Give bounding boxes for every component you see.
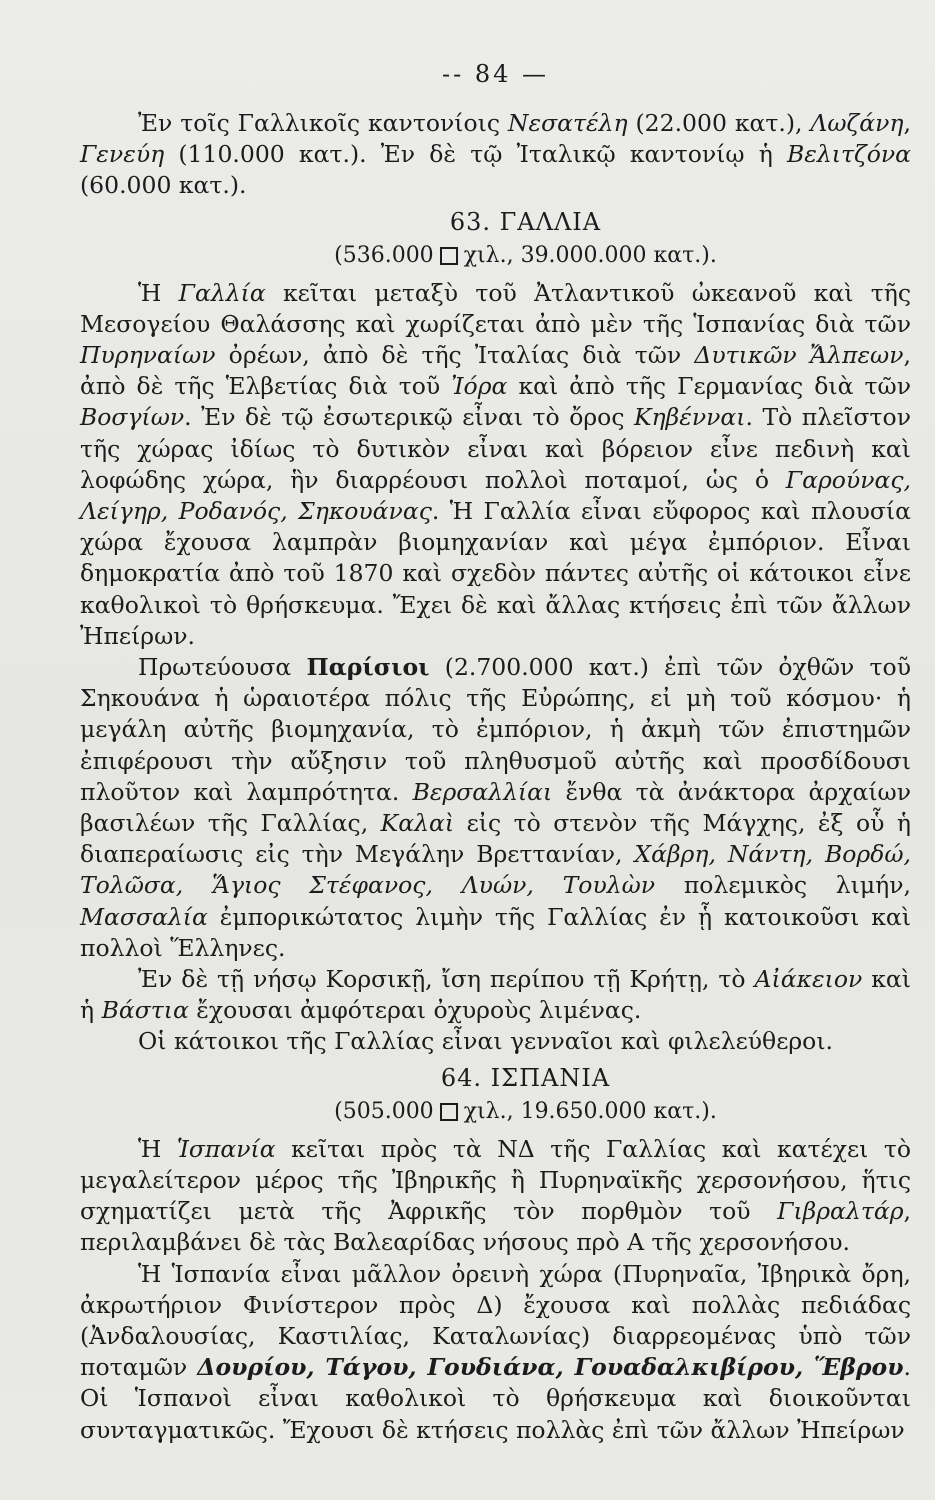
text: ἔνθα τὰ ἀνάκτορα ἀρχαίων βασιλέων τῆς Γαλλίας, [80,777,911,838]
place-name: Βελιτζόνα [786,140,911,169]
text: . Τὸ πλεῖστον τῆς χώρας ἰδίως τὸ δυτικὸν εἶναι καὶ βόρειον εἶνε πεδινὴ καὶ λοφώδης χώρα, ἣν διαρρέουσι πολλοὶ ποταμοί, ὡς ὁ [80,403,911,494]
section-stats-france [80,240,911,272]
place-name: Νεσατέλη [507,109,628,137]
spain-paragraph-1 [80,1134,911,1259]
river-names: Δουρίου, Τάγου, Γουδιάνα, Γουαδαλκιβίρου, Ἕβρου [197,1353,904,1382]
section-title-spain: 64. ΙΣΠΑΝΙΑ [440,1063,611,1092]
text: κεῖται μεταξὺ τοῦ Ἀτλαντικοῦ ὠκεανοῦ καὶ τῆς Μεσογείου Θαλάσσης καὶ χωρίζεται ἀπὸ μὲν τῆς Ἱσπανίας διὰ τῶν [80,278,911,338]
text: ἐμπορικώτατος λιμὴν τῆς Γαλλίας ἐν ᾗ κατοικοῦσι καὶ πολλοὶ Ἕλληνες. [80,902,911,962]
place-name: Αἰάκειον [754,965,863,994]
place-name: Βάστια [101,996,189,1025]
place-name: Γενεύη [80,140,165,169]
text: καὶ ἀπὸ τῆς Γερμανίας διὰ τῶν [507,372,911,401]
place-name: Ἰόρα [451,372,508,401]
area-value: (536.000 [334,242,434,268]
capital-name: Παρίσιοι [306,653,430,682]
place-name: Γαρούνας, Λείγηρ, Ροδανός, Σηκουάνας [80,465,911,526]
text: (2.700.000 κατ.) ἐπὶ τῶν ὀχθῶν τοῦ Σηκουάνα ἡ ὡραιοτέρα πόλις τῆς Εὐρώπης, εἰ μὴ τοῦ κόσμου· ἡ μεγάλη αὐτῆς βιομηχανία, τὸ ἐμπόριον, ἡ ἀκμὴ τῶν ἐπιστημῶν ἐπιφέρουσι τὴν αὔξησιν τοῦ πληθυσμοῦ αὐτῆς καὶ προσδίδουσι πλοῦτον καὶ λαμπρότητα. [80,653,911,806]
place-name: Δυτικῶν Ἄλπεων [694,341,904,370]
text: Ἡ [138,278,179,307]
france-paragraph-3 [80,964,911,1026]
area-value: (505.000 [334,1098,434,1124]
place-name: Κηβένναι [633,403,746,432]
population-value: χιλ., 19.650.000 κατ.). [463,1098,717,1124]
population-value: χιλ., 39.000.000 κατ.). [463,242,717,268]
place-name: Βερσαλλίαι [412,777,553,806]
text: ὀρέων, ἀπὸ δὲ τῆς Ἰταλίας διὰ τῶν [215,341,695,370]
text: εἰς τὸ στενὸν τῆς Μάγχης, ἐξ οὗ ἡ διαπεραίωσις εἰς τὴν Μεγάλην Βρεττανίαν, [80,809,911,869]
france-paragraph-4: Οἱ κάτοικοι τῆς Γαλλίας εἶναι γενναῖοι καὶ φιλελεύθεροι. [138,1027,834,1056]
text: Ἡ [138,1134,177,1163]
text: Ἐν τοῖς Γαλλικοῖς καντονίοις [138,109,508,137]
text: , ἀπὸ δὲ τῆς Ἑλβετίας διὰ τοῦ [80,341,911,401]
text: . Ἡ Γαλλία εἶναι εὔφορος καὶ πλουσία χώρα ἔχουσα λαμπρὰν βιομηχανίαν καὶ μέγα ἐμπόριον. Εἶναι δημοκρατία ἀπὸ τοῦ 1870 καὶ σχεδὸν πάντες αὐτῆς οἱ κάτοικοι εἶνε καθολικοὶ τὸ θρήσκευμα. Ἔχει δὲ καὶ ἄλλας κτήσεις ἐπὶ τῶν ἄλλων Ἠπείρων. [80,497,911,650]
section-stats-spain [80,1096,911,1128]
place-name: Καλαὶ [380,809,455,838]
page-number: -- 84 — [441,60,549,88]
text: πολεμικὸς λιμήν, [655,871,911,900]
text: Πρωτεύουσα [138,653,307,682]
place-name: Ἱσπανία [176,1134,276,1163]
text: , [903,109,911,137]
france-paragraph-2 [80,652,911,964]
text: (110.000 κατ.). Ἐν δὲ τῷ Ἰταλικῷ καντονίῳ ἡ [164,140,787,169]
france-paragraph-1 [80,278,911,652]
spain-paragraph-2 [80,1259,911,1446]
text: . Οἱ Ἱσπανοὶ εἶναι καθολικοὶ τὸ θρήσκευμα καὶ διοικοῦνται συνταγματικῶς. Ἔχουσι δὲ κτήσεις πολλὰς ἐπὶ τῶν ἄλλων Ἠπείρων [80,1353,911,1444]
place-name: Γιβραλτάρ [777,1197,904,1226]
text: , περιλαμβάνει δὲ τὰς Βαλεαρίδας νήσους πρὸ Α τῆς χερσονήσου. [80,1197,911,1257]
place-name: Πυρηναίων [80,341,216,370]
section-title-france: 63. ΓΑΛΛΙΑ [449,207,602,236]
text: (22.000 κατ.), [627,109,811,137]
place-name: Χάβρη, Νάντη, Βορδώ, Τολῶσα, Ἅγιος Στέφανος, Λυών, Τουλὼν [80,840,911,900]
text: κεῖται πρὸς τὰ ΝΔ τῆς Γαλλίας καὶ κατέχει τὸ μεγαλείτερον μέρος τῆς Ἰβηρικῆς ἢ Πυρηναϊκῆς χερσονήσου, ἥτις σχηματίζει μετὰ τῆς Ἀφρικῆς τὸν πορθμὸν τοῦ [80,1134,911,1226]
place-name: Μασσαλία [80,902,208,931]
text: . Ἐν δὲ τῷ ἐσωτερικῷ εἶναι τὸ ὄρος [184,403,634,432]
text: ἔχουσαι ἀμφότεραι ὀχυροὺς λιμένας. [188,996,642,1025]
text: Ἡ Ἱσπανία εἶναι μᾶλλον ὀρεινὴ χώρα (Πυρηναῖα, Ἰβηρικὰ ὄρη, ἀκρωτήριον Φινίστερον πρὸς Δ) ἔχουσα καὶ πολλὰς πεδιάδας (Ἀνδαλουσίας, Καστιλίας, Καταλωνίας) διαρρεομένας ὑπὸ τῶν ποταμῶν [80,1259,911,1382]
place-name: Γαλλία [178,278,266,307]
square-symbol-icon [440,247,458,265]
intro-paragraph [80,108,911,202]
place-name: Λωζάνη [810,109,904,137]
place-name: Βοσγίων [80,403,185,432]
text: (60.000 κατ.). [80,171,247,200]
square-symbol-icon [440,1103,458,1121]
text: Ἐν δὲ τῇ νήσῳ Κορσικῇ, ἴση περίπου τῇ Κρήτῃ, τὸ [138,965,755,994]
text: καὶ ἡ [80,965,912,1025]
